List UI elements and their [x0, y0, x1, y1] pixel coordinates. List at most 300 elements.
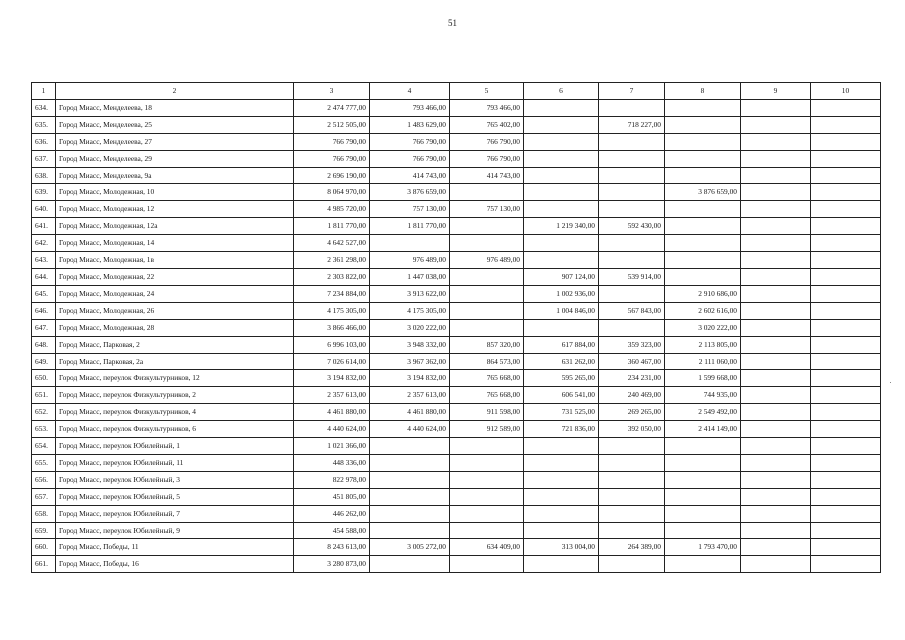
value-cell-3: 2 361 298,00	[294, 252, 370, 269]
value-cell-7: 539 914,00	[599, 268, 665, 285]
value-cell-9	[741, 201, 811, 218]
row-number: 660.	[32, 539, 56, 556]
value-cell-6: 617 884,00	[524, 336, 599, 353]
value-cell-9	[741, 404, 811, 421]
value-cell-9	[741, 421, 811, 438]
value-cell-3: 2 357 613,00	[294, 387, 370, 404]
value-cell-10	[811, 471, 881, 488]
value-cell-6: 631 262,00	[524, 353, 599, 370]
value-cell-10	[811, 522, 881, 539]
table-row	[32, 285, 881, 302]
value-cell-10	[811, 438, 881, 455]
row-number: 645.	[32, 285, 56, 302]
value-cell-7	[599, 150, 665, 167]
data-table	[31, 82, 881, 573]
value-cell-9	[741, 505, 811, 522]
value-cell-4: 1 483 629,00	[370, 116, 450, 133]
value-cell-6	[524, 99, 599, 116]
value-cell-6	[524, 556, 599, 573]
value-cell-7	[599, 471, 665, 488]
value-cell-6	[524, 319, 599, 336]
table-row	[32, 387, 881, 404]
value-cell-5: 793 466,00	[450, 99, 524, 116]
table-row	[32, 556, 881, 573]
value-cell-7	[599, 522, 665, 539]
value-cell-4: 414 743,00	[370, 167, 450, 184]
value-cell-4: 3 948 332,00	[370, 336, 450, 353]
table-row	[32, 421, 881, 438]
value-cell-6: 1 002 936,00	[524, 285, 599, 302]
table-row	[32, 167, 881, 184]
value-cell-10	[811, 201, 881, 218]
value-cell-5	[450, 268, 524, 285]
value-cell-6	[524, 184, 599, 201]
value-cell-8	[665, 167, 741, 184]
value-cell-9	[741, 353, 811, 370]
header-cell: 8	[665, 83, 741, 100]
table-row	[32, 438, 881, 455]
row-number: 644.	[32, 268, 56, 285]
value-cell-9	[741, 336, 811, 353]
value-cell-7	[599, 99, 665, 116]
value-cell-6: 606 541,00	[524, 387, 599, 404]
value-cell-8	[665, 150, 741, 167]
address-cell: Город Миасс, Парковая, 2а	[56, 353, 294, 370]
value-cell-4: 3 876 659,00	[370, 184, 450, 201]
value-cell-6	[524, 471, 599, 488]
value-cell-3: 822 978,00	[294, 471, 370, 488]
value-cell-6	[524, 488, 599, 505]
value-cell-3: 6 996 103,00	[294, 336, 370, 353]
value-cell-4: 3 020 222,00	[370, 319, 450, 336]
value-cell-4	[370, 522, 450, 539]
value-cell-7	[599, 184, 665, 201]
table-row	[32, 404, 881, 421]
row-number: 661.	[32, 556, 56, 573]
row-number: 648.	[32, 336, 56, 353]
value-cell-8: 2 549 492,00	[665, 404, 741, 421]
value-cell-7	[599, 133, 665, 150]
value-cell-7	[599, 285, 665, 302]
row-number: 646.	[32, 302, 56, 319]
address-cell: Город Миасс, Молодежная, 12а	[56, 218, 294, 235]
value-cell-8	[665, 522, 741, 539]
value-cell-10	[811, 505, 881, 522]
value-cell-4: 4 440 624,00	[370, 421, 450, 438]
value-cell-9	[741, 235, 811, 252]
value-cell-3: 451 805,00	[294, 488, 370, 505]
address-cell: Город Миасс, Менделеева, 25	[56, 116, 294, 133]
value-cell-10	[811, 285, 881, 302]
value-cell-10	[811, 268, 881, 285]
value-cell-4: 3 967 362,00	[370, 353, 450, 370]
address-cell: Город Миасс, Менделеева, 18	[56, 99, 294, 116]
value-cell-7: 240 469,00	[599, 387, 665, 404]
table-row	[32, 471, 881, 488]
row-number: 643.	[32, 252, 56, 269]
value-cell-7	[599, 438, 665, 455]
value-cell-3: 8 243 613,00	[294, 539, 370, 556]
value-cell-5	[450, 556, 524, 573]
value-cell-5: 765 402,00	[450, 116, 524, 133]
address-cell: Город Миасс, Молодежная, 26	[56, 302, 294, 319]
value-cell-9	[741, 319, 811, 336]
address-cell: Город Миасс, переулок Юбилейный, 7	[56, 505, 294, 522]
table-row	[32, 201, 881, 218]
table-row	[32, 370, 881, 387]
value-cell-3: 7 234 884,00	[294, 285, 370, 302]
value-cell-5	[450, 235, 524, 252]
value-cell-7	[599, 505, 665, 522]
value-cell-5: 765 668,00	[450, 370, 524, 387]
row-number: 655.	[32, 454, 56, 471]
value-cell-4: 4 175 305,00	[370, 302, 450, 319]
value-cell-7	[599, 235, 665, 252]
value-cell-7	[599, 319, 665, 336]
address-cell: Город Миасс, Победы, 16	[56, 556, 294, 573]
value-cell-8	[665, 488, 741, 505]
value-cell-4: 1 811 770,00	[370, 218, 450, 235]
row-number: 652.	[32, 404, 56, 421]
value-cell-5	[450, 454, 524, 471]
value-cell-8	[665, 201, 741, 218]
address-cell: Город Миасс, Менделеева, 27	[56, 133, 294, 150]
row-number: 635.	[32, 116, 56, 133]
table-row	[32, 133, 881, 150]
row-number: 639.	[32, 184, 56, 201]
value-cell-3: 4 461 880,00	[294, 404, 370, 421]
value-cell-9	[741, 133, 811, 150]
value-cell-7: 392 050,00	[599, 421, 665, 438]
value-cell-10	[811, 302, 881, 319]
value-cell-10	[811, 353, 881, 370]
value-cell-7	[599, 556, 665, 573]
value-cell-9	[741, 184, 811, 201]
address-cell: Город Миасс, Молодежная, 1в	[56, 252, 294, 269]
value-cell-10	[811, 150, 881, 167]
value-cell-8	[665, 556, 741, 573]
value-cell-3: 766 790,00	[294, 133, 370, 150]
value-cell-4: 793 466,00	[370, 99, 450, 116]
value-cell-10	[811, 319, 881, 336]
value-cell-8: 1 599 668,00	[665, 370, 741, 387]
value-cell-4: 3 913 622,00	[370, 285, 450, 302]
value-cell-10	[811, 421, 881, 438]
value-cell-6	[524, 454, 599, 471]
row-number: 636.	[32, 133, 56, 150]
value-cell-9	[741, 150, 811, 167]
value-cell-8	[665, 438, 741, 455]
value-cell-3: 448 336,00	[294, 454, 370, 471]
value-cell-3: 1 021 366,00	[294, 438, 370, 455]
row-number: 649.	[32, 353, 56, 370]
value-cell-3: 3 280 873,00	[294, 556, 370, 573]
value-cell-3: 2 512 505,00	[294, 116, 370, 133]
value-cell-3: 454 588,00	[294, 522, 370, 539]
value-cell-9	[741, 438, 811, 455]
value-cell-10	[811, 133, 881, 150]
value-cell-5: 857 320,00	[450, 336, 524, 353]
table-row	[32, 353, 881, 370]
row-number: 658.	[32, 505, 56, 522]
row-number: 634.	[32, 99, 56, 116]
row-number: 637.	[32, 150, 56, 167]
value-cell-5: 911 598,00	[450, 404, 524, 421]
value-cell-8	[665, 218, 741, 235]
value-cell-4: 976 489,00	[370, 252, 450, 269]
header-cell: 6	[524, 83, 599, 100]
value-cell-8	[665, 235, 741, 252]
value-cell-9	[741, 387, 811, 404]
value-cell-4	[370, 488, 450, 505]
row-number: 640.	[32, 201, 56, 218]
value-cell-4: 3 005 272,00	[370, 539, 450, 556]
value-cell-7: 359 323,00	[599, 336, 665, 353]
row-number: 653.	[32, 421, 56, 438]
value-cell-9	[741, 116, 811, 133]
value-cell-8: 2 602 616,00	[665, 302, 741, 319]
value-cell-4: 1 447 038,00	[370, 268, 450, 285]
table-row	[32, 454, 881, 471]
value-cell-6	[524, 235, 599, 252]
value-cell-4	[370, 438, 450, 455]
value-cell-5: 864 573,00	[450, 353, 524, 370]
value-cell-10	[811, 218, 881, 235]
value-cell-8	[665, 99, 741, 116]
value-cell-10	[811, 404, 881, 421]
value-cell-5: 766 790,00	[450, 133, 524, 150]
value-cell-10	[811, 370, 881, 387]
row-number: 650.	[32, 370, 56, 387]
value-cell-8: 1 793 470,00	[665, 539, 741, 556]
address-cell: Город Миасс, переулок Физкультурников, 2	[56, 387, 294, 404]
value-cell-6	[524, 167, 599, 184]
header-cell: 5	[450, 83, 524, 100]
value-cell-7: 567 843,00	[599, 302, 665, 319]
value-cell-5	[450, 285, 524, 302]
value-cell-5	[450, 488, 524, 505]
value-cell-8	[665, 133, 741, 150]
header-cell: 9	[741, 83, 811, 100]
value-cell-6: 1 219 340,00	[524, 218, 599, 235]
value-cell-10	[811, 488, 881, 505]
table-row	[32, 99, 881, 116]
value-cell-9	[741, 285, 811, 302]
value-cell-3: 4 985 720,00	[294, 201, 370, 218]
row-number: 641.	[32, 218, 56, 235]
address-cell: Город Миасс, Менделеева, 9а	[56, 167, 294, 184]
value-cell-9	[741, 252, 811, 269]
value-cell-8	[665, 471, 741, 488]
value-cell-10	[811, 252, 881, 269]
row-number: 642.	[32, 235, 56, 252]
value-cell-8	[665, 116, 741, 133]
value-cell-8: 744 935,00	[665, 387, 741, 404]
value-cell-4: 766 790,00	[370, 133, 450, 150]
value-cell-5: 634 409,00	[450, 539, 524, 556]
table-row	[32, 319, 881, 336]
value-cell-10	[811, 539, 881, 556]
value-cell-7	[599, 488, 665, 505]
value-cell-4: 4 461 880,00	[370, 404, 450, 421]
header-cell: 3	[294, 83, 370, 100]
row-number: 638.	[32, 167, 56, 184]
value-cell-6: 595 265,00	[524, 370, 599, 387]
value-cell-8: 3 020 222,00	[665, 319, 741, 336]
value-cell-10	[811, 184, 881, 201]
value-cell-7: 264 389,00	[599, 539, 665, 556]
address-cell: Город Миасс, Молодежная, 24	[56, 285, 294, 302]
value-cell-7: 592 430,00	[599, 218, 665, 235]
value-cell-7	[599, 201, 665, 218]
value-cell-10	[811, 387, 881, 404]
value-cell-3: 2 474 777,00	[294, 99, 370, 116]
address-cell: Город Миасс, переулок Юбилейный, 5	[56, 488, 294, 505]
value-cell-4	[370, 556, 450, 573]
value-cell-4: 3 194 832,00	[370, 370, 450, 387]
value-cell-5	[450, 438, 524, 455]
value-cell-6: 721 836,00	[524, 421, 599, 438]
table-row	[32, 302, 881, 319]
table-row	[32, 336, 881, 353]
value-cell-6	[524, 116, 599, 133]
value-cell-8: 2 414 149,00	[665, 421, 741, 438]
value-cell-5	[450, 319, 524, 336]
value-cell-9	[741, 302, 811, 319]
header-cell: 4	[370, 83, 450, 100]
value-cell-10	[811, 167, 881, 184]
value-cell-4	[370, 235, 450, 252]
value-cell-10	[811, 454, 881, 471]
value-cell-8	[665, 252, 741, 269]
value-cell-5: 414 743,00	[450, 167, 524, 184]
row-number: 654.	[32, 438, 56, 455]
value-cell-5: 766 790,00	[450, 150, 524, 167]
page-number: 51	[448, 18, 457, 28]
value-cell-6	[524, 133, 599, 150]
value-cell-3: 446 262,00	[294, 505, 370, 522]
value-cell-5: 912 589,00	[450, 421, 524, 438]
value-cell-5	[450, 218, 524, 235]
value-cell-5	[450, 184, 524, 201]
value-cell-9	[741, 218, 811, 235]
value-cell-10	[811, 556, 881, 573]
value-cell-3: 3 866 466,00	[294, 319, 370, 336]
table-row	[32, 522, 881, 539]
address-cell: Город Миасс, переулок Юбилейный, 1	[56, 438, 294, 455]
value-cell-3: 7 026 614,00	[294, 353, 370, 370]
value-cell-8	[665, 505, 741, 522]
value-cell-9	[741, 370, 811, 387]
value-cell-7	[599, 167, 665, 184]
table-row	[32, 184, 881, 201]
value-cell-10	[811, 235, 881, 252]
header-cell: 7	[599, 83, 665, 100]
value-cell-5	[450, 302, 524, 319]
row-number: 656.	[32, 471, 56, 488]
value-cell-6: 731 525,00	[524, 404, 599, 421]
value-cell-8: 2 111 060,00	[665, 353, 741, 370]
table-header-row	[32, 83, 881, 100]
address-cell: Город Миасс, Молодежная, 10	[56, 184, 294, 201]
value-cell-5	[450, 522, 524, 539]
value-cell-3: 2 303 822,00	[294, 268, 370, 285]
address-cell: Город Миасс, переулок Физкультурников, 6	[56, 421, 294, 438]
value-cell-3: 3 194 832,00	[294, 370, 370, 387]
value-cell-9	[741, 522, 811, 539]
row-number: 647.	[32, 319, 56, 336]
address-cell: Город Миасс, Молодежная, 14	[56, 235, 294, 252]
value-cell-7	[599, 454, 665, 471]
value-cell-4	[370, 471, 450, 488]
value-cell-10	[811, 116, 881, 133]
value-cell-10	[811, 99, 881, 116]
value-cell-10	[811, 336, 881, 353]
value-cell-5	[450, 505, 524, 522]
value-cell-9	[741, 454, 811, 471]
value-cell-4: 757 130,00	[370, 201, 450, 218]
value-cell-7: 269 265,00	[599, 404, 665, 421]
address-cell: Город Миасс, переулок Юбилейный, 9	[56, 522, 294, 539]
table-row	[32, 488, 881, 505]
value-cell-4	[370, 454, 450, 471]
value-cell-3: 8 064 970,00	[294, 184, 370, 201]
header-cell: 10	[811, 83, 881, 100]
value-cell-3: 4 175 305,00	[294, 302, 370, 319]
table-row	[32, 218, 881, 235]
address-cell: Город Миасс, Менделеева, 29	[56, 150, 294, 167]
value-cell-7: 234 231,00	[599, 370, 665, 387]
value-cell-9	[741, 268, 811, 285]
value-cell-8	[665, 268, 741, 285]
row-number: 657.	[32, 488, 56, 505]
value-cell-6	[524, 505, 599, 522]
table-row	[32, 268, 881, 285]
value-cell-6	[524, 522, 599, 539]
value-cell-5: 757 130,00	[450, 201, 524, 218]
value-cell-5: 976 489,00	[450, 252, 524, 269]
value-cell-8: 2 910 686,00	[665, 285, 741, 302]
table-row	[32, 235, 881, 252]
address-cell: Город Миасс, переулок Физкультурников, 4	[56, 404, 294, 421]
address-cell: Город Миасс, переулок Физкультурников, 12	[56, 370, 294, 387]
value-cell-9	[741, 167, 811, 184]
value-cell-8: 2 113 805,00	[665, 336, 741, 353]
address-cell: Город Миасс, Молодежная, 12	[56, 201, 294, 218]
value-cell-3: 766 790,00	[294, 150, 370, 167]
table-row	[32, 505, 881, 522]
address-cell: Город Миасс, Молодежная, 28	[56, 319, 294, 336]
value-cell-5: 765 668,00	[450, 387, 524, 404]
value-cell-9	[741, 488, 811, 505]
table-row	[32, 252, 881, 269]
value-cell-9	[741, 539, 811, 556]
table-row	[32, 150, 881, 167]
value-cell-7: 718 227,00	[599, 116, 665, 133]
value-cell-8: 3 876 659,00	[665, 184, 741, 201]
value-cell-6	[524, 438, 599, 455]
address-cell: Город Миасс, Молодежная, 22	[56, 268, 294, 285]
row-number: 659.	[32, 522, 56, 539]
value-cell-7	[599, 252, 665, 269]
value-cell-7: 360 467,00	[599, 353, 665, 370]
value-cell-6	[524, 150, 599, 167]
address-cell: Город Миасс, переулок Юбилейный, 11	[56, 454, 294, 471]
value-cell-4: 2 357 613,00	[370, 387, 450, 404]
value-cell-3: 4 440 624,00	[294, 421, 370, 438]
value-cell-6: 313 004,00	[524, 539, 599, 556]
value-cell-4	[370, 505, 450, 522]
